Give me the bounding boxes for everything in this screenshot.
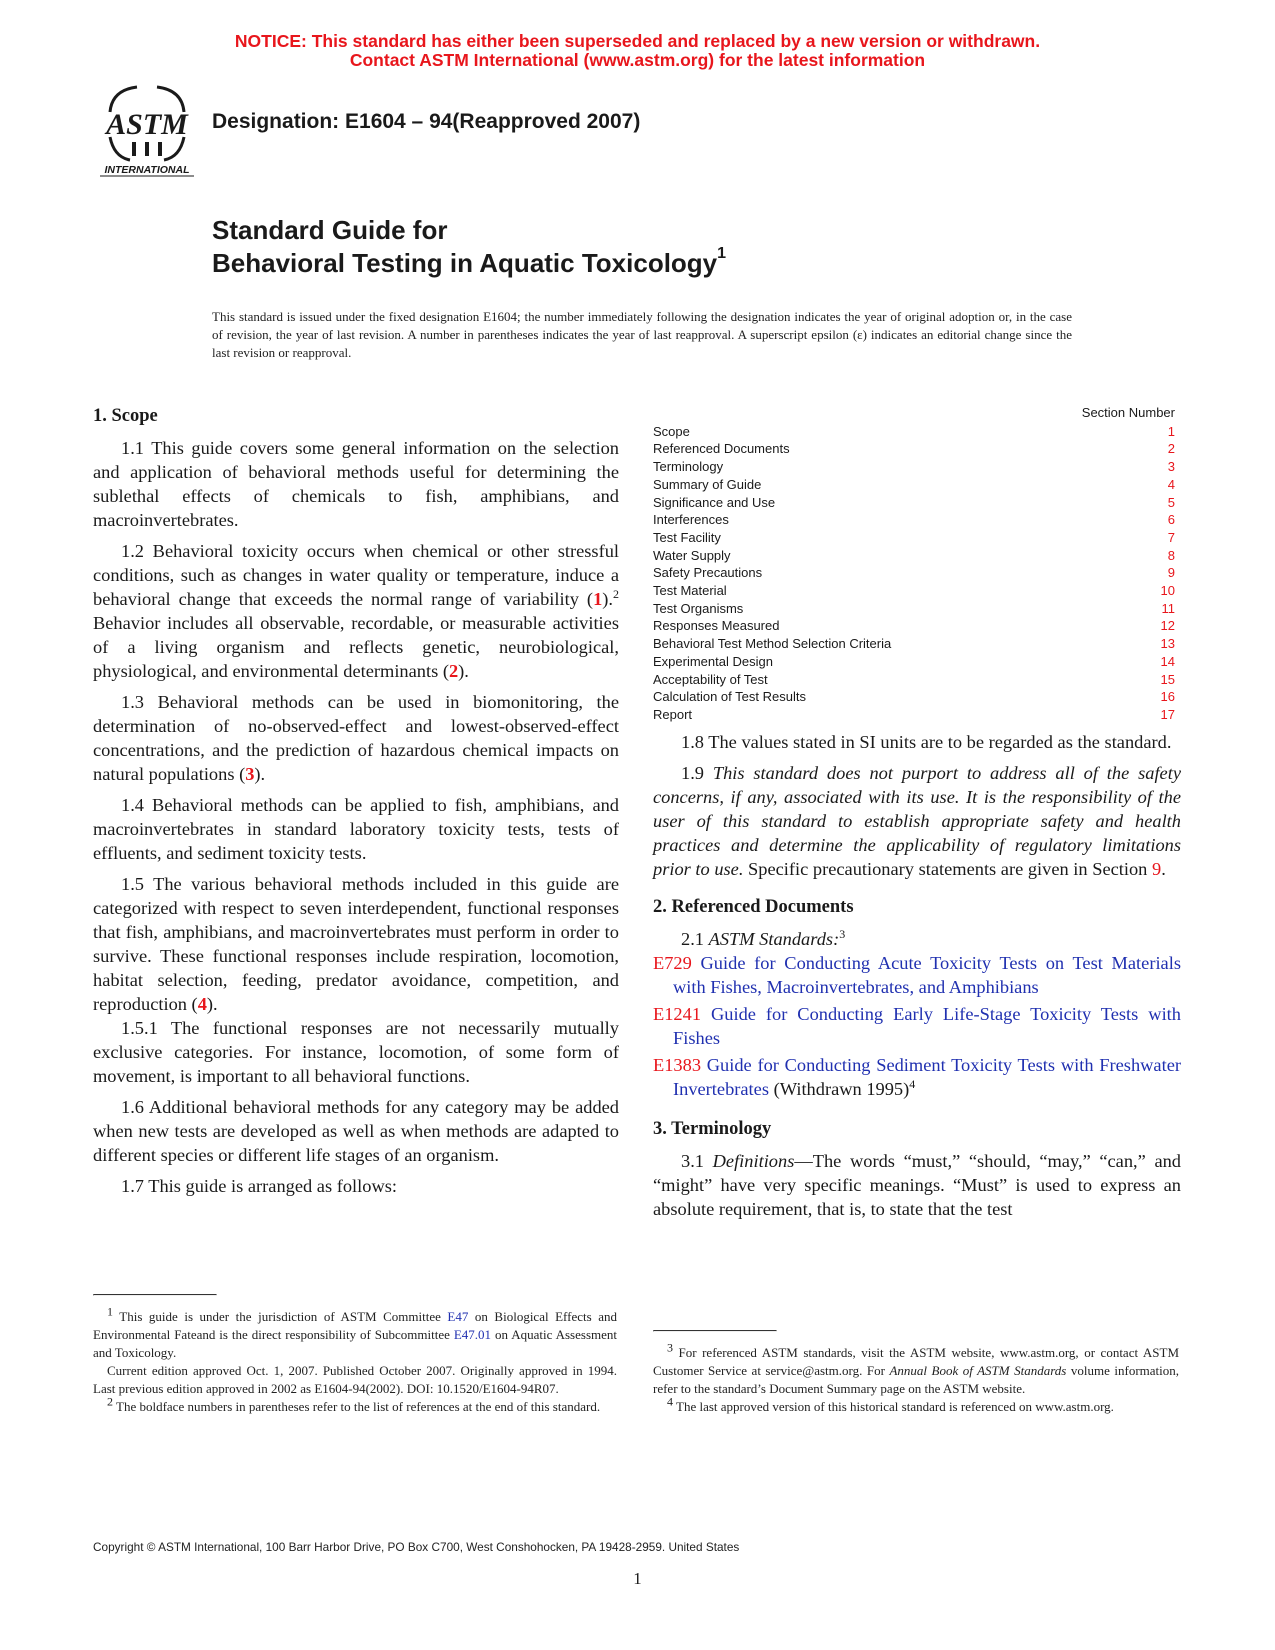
toc-row: Test Material 10 [653, 582, 1181, 600]
title-footnote-marker: 1 [717, 245, 727, 263]
issued-note: This standard is issued under the fixed designation E1604; the number immediately following the designation indicates the year of original adoption or, in the case of revision, the year of last revision. A number in parentheses indicates the year of last reapproval. A superscript epsilon (ε) indicates an editorial change since the last revision or reapproval. [212, 309, 1072, 360]
footnote-rule [93, 1294, 217, 1296]
toc-row: Report 17 [653, 706, 1181, 724]
para-1-5-1: 1.5.1 The functional responses are not necessarily mutually exclusive categories. For instance, locomotion, of some form of movement, is important to all behavioral functions. [93, 1018, 619, 1086]
toc-section-link[interactable]: 3 [1167, 459, 1175, 475]
para-1-1: 1.1 This guide covers some general information on the selection and application of behavioral methods useful for determining the sublethal effects of chemicals to fish, amphibians, and macroinvertebrates. [93, 438, 619, 530]
toc-section-link[interactable]: 11 [1161, 600, 1175, 616]
toc-section-link[interactable]: 12 [1160, 618, 1175, 634]
section-table [653, 404, 1181, 724]
section-heading-scope: 1. Scope [93, 406, 158, 426]
footnote-rule [653, 1330, 777, 1332]
para-1-8: 1.8 The values stated in SI units are to be regarded as the standard. [681, 731, 1172, 752]
toc-header: Section Number [1081, 405, 1175, 420]
footnotes-left [93, 1294, 617, 1416]
toc-row: Water Supply 8 [653, 547, 1181, 565]
para-1-4: 1.4 Behavioral methods can be applied to fish, amphibians, and macroinvertebrates in standard laboratory toxicity tests, tests of effluents, and sediment toxicity tests. [93, 795, 619, 863]
toc-row: Responses Measured 12 [653, 617, 1181, 635]
title-line-1: Standard Guide for [212, 215, 448, 245]
referenced-standard-e1241[interactable]: E1241 Guide for Conducting Early Life-Stage Toxicity Tests with Fishes [653, 1003, 1181, 1048]
footnote-1: $^1$ This guide is under the jurisdiction of ASTM Committee E47 on Biological Effects and Environmental Fateand is the direct responsibility of Subcommittee E47.01 on Aquatic Assessment and Toxicology. [93, 1304, 617, 1360]
toc-section-link[interactable]: 6 [1167, 512, 1175, 528]
toc-row: Behavioral Test Method Selection Criteria 13 [653, 635, 1181, 653]
toc-row: Calculation of Test Results 16 [653, 688, 1181, 706]
toc-row: Safety Precautions 9 [653, 564, 1181, 582]
subcommittee-link[interactable]: E47.01 [453, 1327, 492, 1342]
para-2-1: 2.1 ASTM Standards:$^3$ [681, 926, 846, 949]
notice-line-2: Contact ASTM International (www.astm.org) for the latest information [349, 50, 926, 70]
toc-row: Referenced Documents 2 [653, 440, 1181, 458]
title-line-2: Behavioral Testing in Aquatic Toxicology$^1$ [212, 245, 727, 278]
copyright-line: Copyright © ASTM International, 100 Barr Harbor Drive, PO Box C700, West Conshohocken, PA 19428-2959. United States [93, 1540, 740, 1554]
toc-section-link[interactable]: 10 [1160, 583, 1175, 599]
para-1-2: 1.2 Behavioral toxicity occurs when chemical or other stressful conditions, such as changes in water quality or temperature, induce a behavioral change that exceeds the normal range of variability (1).$^2$ Behavior includes all observable, recordable, or measurable activities of a living organism and reflects genetic, neurobiological, physiological, and environmental determinants (2). [93, 541, 619, 681]
toc-section-link[interactable]: 2 [1167, 441, 1175, 457]
toc-section-link[interactable]: 4 [1167, 476, 1175, 492]
toc-row: Acceptability of Test 15 [653, 671, 1181, 689]
withdrawal-notice [0, 32, 1275, 70]
toc-row: Scope 1 [653, 423, 1181, 441]
toc-section-link[interactable]: 5 [1167, 494, 1175, 510]
committee-link[interactable]: E47 [447, 1309, 469, 1324]
toc-row: Test Organisms 11 [653, 600, 1181, 618]
logo-subtext: INTERNATIONAL [104, 164, 190, 176]
toc-row: Experimental Design 14 [653, 653, 1181, 671]
referenced-standard-e729[interactable]: E729 Guide for Conducting Acute Toxicity Tests on Test Materials with Fishes, Macroinvertebrates, and Amphibians [653, 952, 1181, 997]
toc-section-link[interactable]: 8 [1167, 547, 1175, 563]
left-column [93, 404, 619, 1205]
page-number: 1 [633, 1569, 642, 1588]
footnote-1-edition: Current edition approved Oct. 1, 2007. Published October 2007. Originally approved in 1994. Last previous edition approved in 2002 as E1604-94(2002). DOI: 10.1520/E1604-94R07. [93, 1363, 617, 1396]
footnotes-right [653, 1330, 1179, 1416]
right-column [653, 404, 1181, 1228]
toc-section-link[interactable]: 9 [1167, 565, 1175, 581]
toc-section-link[interactable]: 17 [1160, 706, 1175, 722]
para-3-1: 3.1 Definitions—The words “must,” “should, “may,” “can,” and “might” have very specific meanings. “Must” is used to express an absolute requirement, that is, to state that the test [653, 1150, 1181, 1219]
toc-row: Terminology 3 [653, 458, 1181, 476]
toc-row: Test Facility 7 [653, 529, 1181, 547]
para-1-3: 1.3 Behavioral methods can be used in biomonitoring, the determination of no-observed-effect and lowest-observed-effect concentrations, and the prediction of hazardous chemical impacts on natural populations (3). [93, 692, 619, 784]
footnote-2: $^2$ The boldface numbers in parentheses refer to the list of references at the end of this standard. [107, 1394, 601, 1414]
astm-logo [92, 82, 202, 182]
citation-link[interactable]: 3 [245, 764, 255, 784]
toc-section-link[interactable]: 15 [1160, 671, 1175, 687]
section-heading-terminology: 3. Terminology [653, 1118, 772, 1139]
toc-section-link[interactable]: 13 [1160, 636, 1175, 652]
section-heading-referenced-documents: 2. Referenced Documents [653, 896, 854, 917]
toc-section-link[interactable]: 14 [1160, 653, 1175, 669]
referenced-standard-e1383[interactable]: E1383 Guide for Conducting Sediment Toxicity Tests with Freshwater Invertebrates (Withdrawn 1995)$^4$ [653, 1054, 1181, 1099]
document-title [212, 214, 726, 280]
toc-section-link[interactable]: 7 [1167, 529, 1175, 545]
toc-row: Significance and Use 5 [653, 494, 1181, 512]
para-1-6: 1.6 Additional behavioral methods for any category may be added when new tests are developed as well as when methods are adapted to different species or different life stages of an organism. [93, 1097, 619, 1165]
footnote-3: $^3$ For referenced ASTM standards, visit the ASTM website, www.astm.org, or contact ASTM Customer Service at service@astm.org. For Annual Book of ASTM Standards volume information, refer to the standard’s Document Summary page on the ASTM website. [653, 1340, 1180, 1396]
toc-row: Interferences 6 [653, 511, 1181, 529]
para-1-7: 1.7 This guide is arranged as follows: [121, 1176, 397, 1196]
citation-link[interactable]: 4 [197, 994, 207, 1014]
para-1-5: 1.5 The various behavioral methods included in this guide are categorized with respect to seven interdependent, functional responses that fish, amphibians, and macroinvertebrates must perform in order to survive. These functional responses include respiration, locomotion, habitat selection, feeding, predator avoidance, competition, and reproduction (4). [93, 874, 619, 1014]
citation-link[interactable]: 1 [593, 589, 603, 609]
footnote-4: $^4$ The last approved version of this historical standard is referenced on www.astm.org. [667, 1394, 1114, 1414]
toc-row: Summary of Guide 4 [653, 476, 1181, 494]
toc-section-link[interactable]: 1 [1167, 423, 1175, 439]
para-1-9: 1.9 This standard does not purport to address all of the safety concerns, if any, associated with its use. It is the responsibility of the user of this standard to establish appropriate safety and health practices and determine the applicability of regulatory limitations prior to use. Specific precautionary statements are given in Section 9. [653, 762, 1181, 879]
toc-section-link[interactable]: 16 [1160, 689, 1175, 705]
logo-text: ASTM [106, 108, 188, 141]
designation: Designation: E1604 – 94(Reapproved 2007) [212, 110, 641, 133]
citation-link[interactable]: 2 [448, 661, 459, 681]
notice-line-1: NOTICE: This standard has either been superseded and replaced by a new version or withdrawn. [234, 31, 1041, 51]
section-link[interactable]: 9 [1151, 858, 1162, 879]
